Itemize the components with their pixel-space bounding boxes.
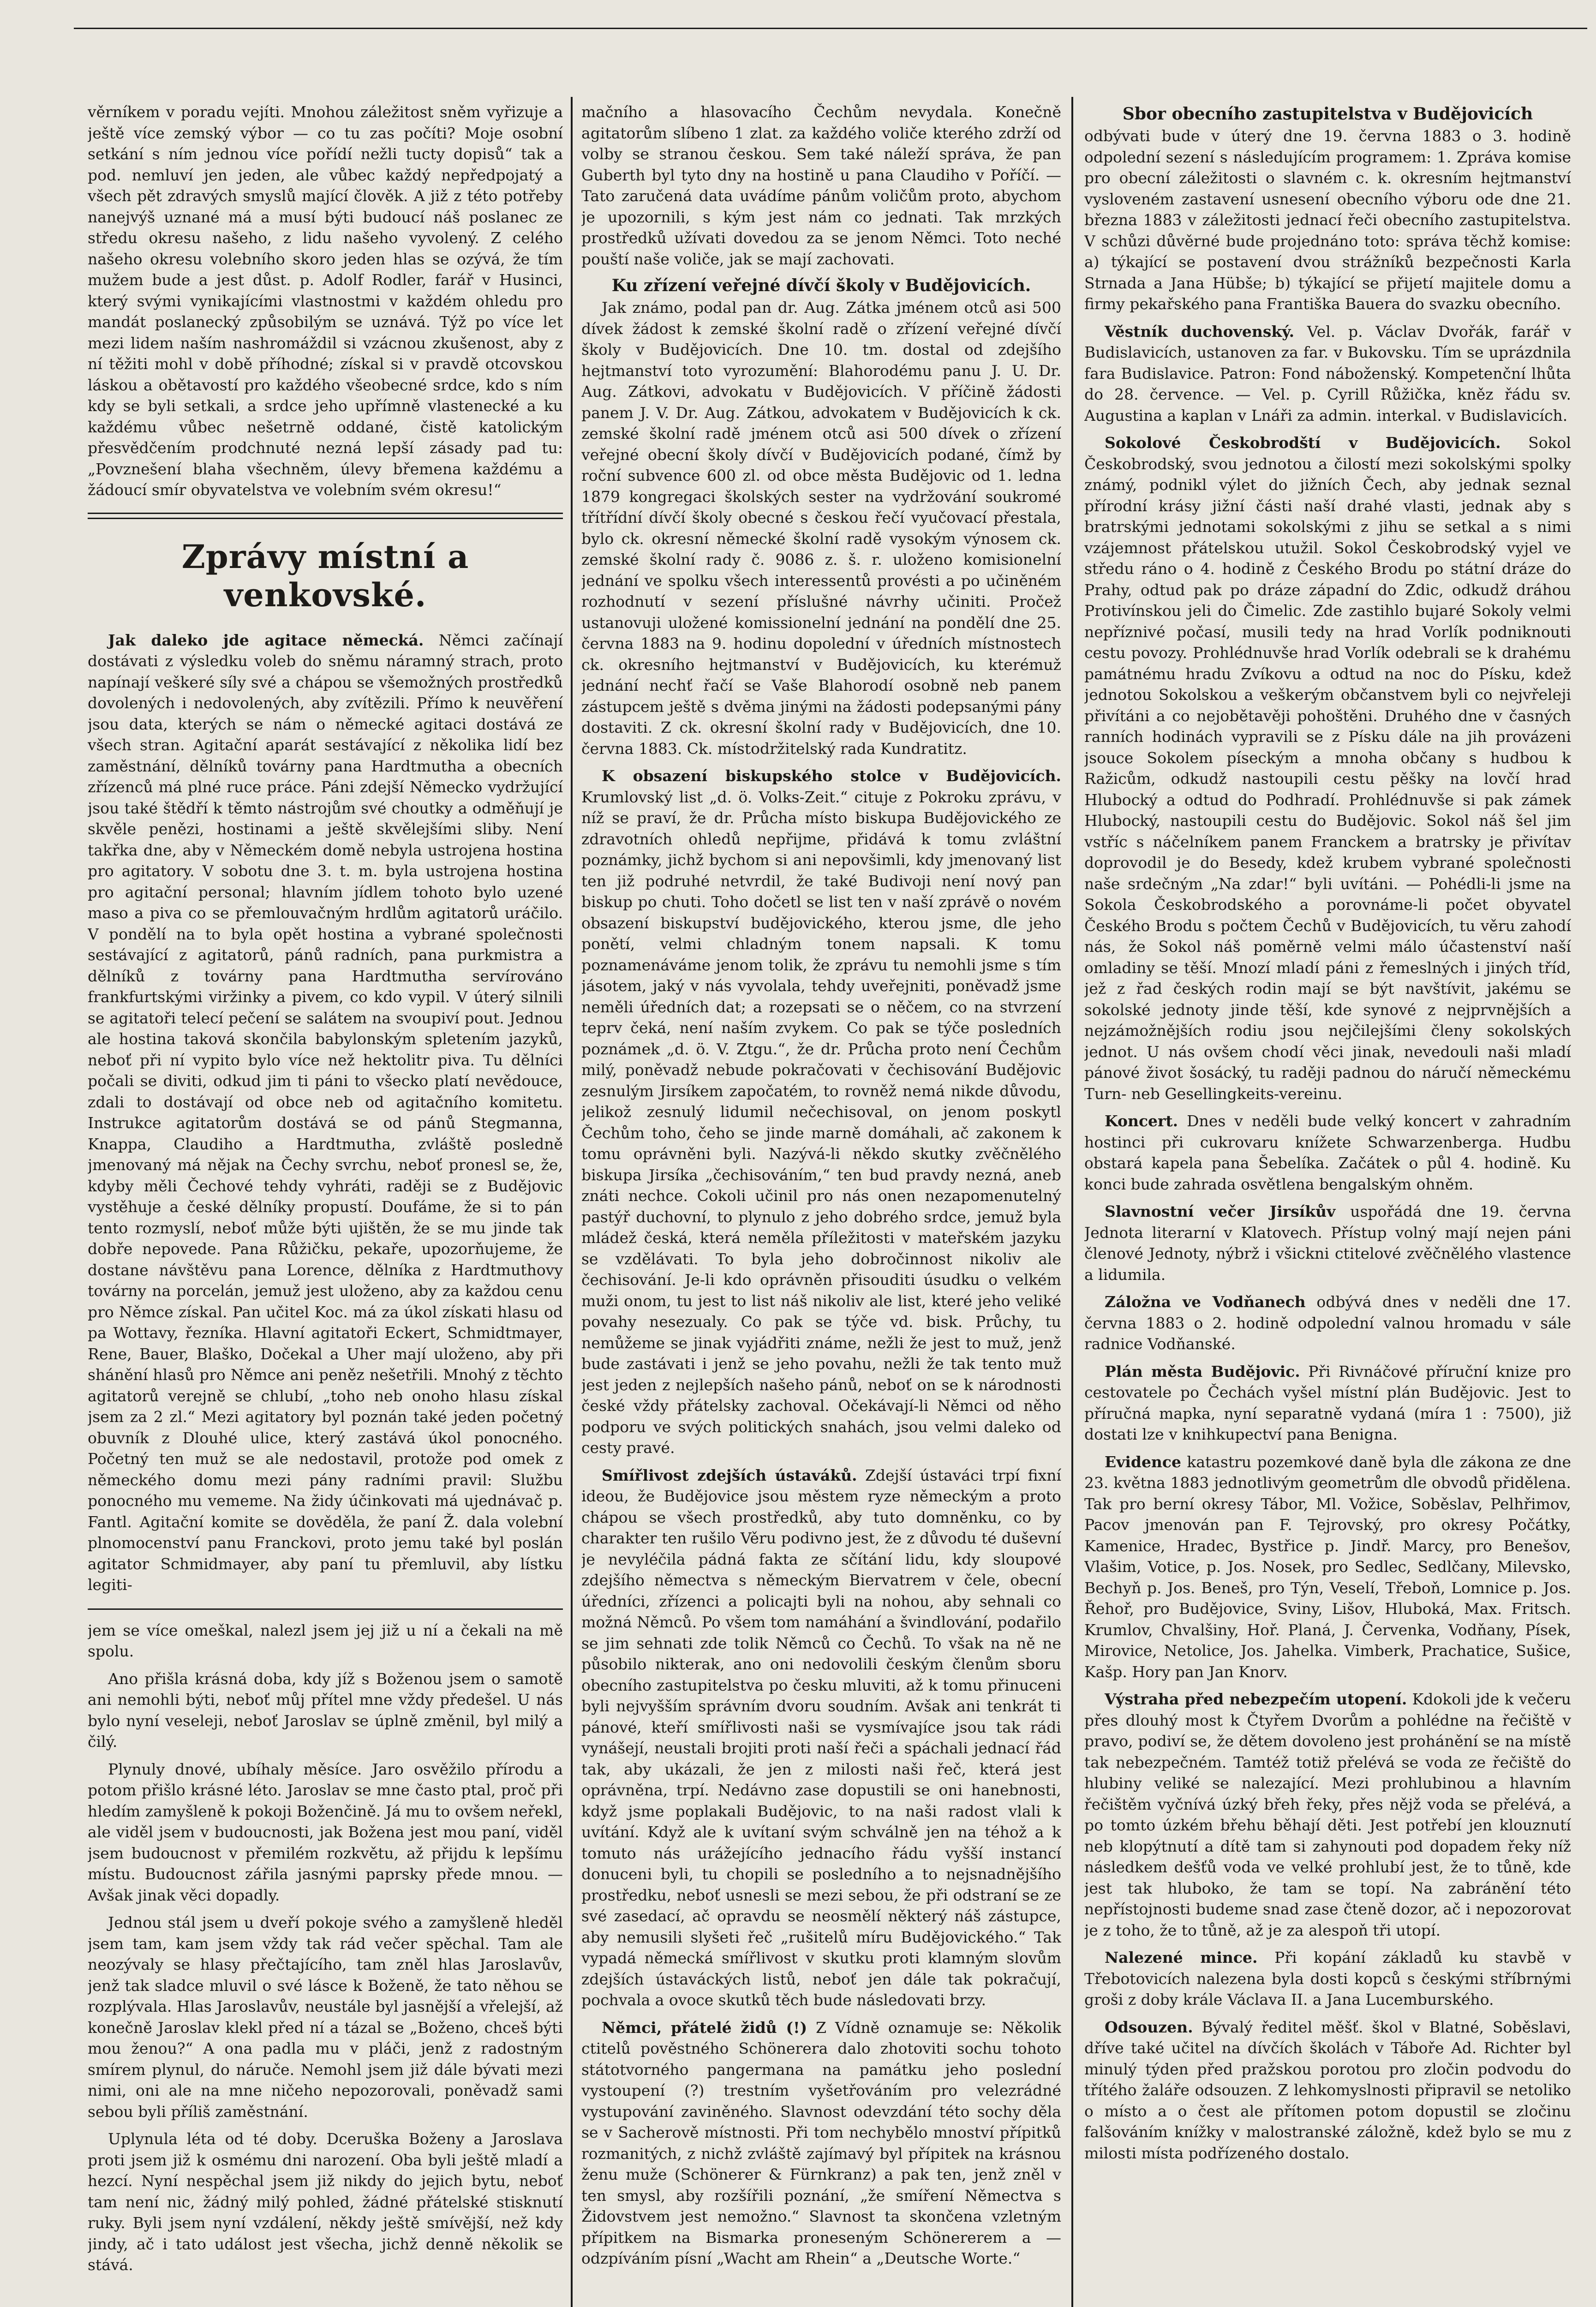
article-body: katastru pozemkové daně byla dle zákona ze dne 23. května 1883 jednotlivým geometrům dle obvodů přidělena. Tak pro berní okresy Tábor, Ml. Vožice, Soběslav, Pelhřimov, Pacov jmenován pan F. Tejrovský, pro okresy Počátky, Kamenice, Hradec, Bystřice p. Jindř. Marcy, pro Benešov, Vlašim, Votice, p. Jos. Nosek, pro Sedlec, Sedlčany, Milevsko, Bechyň p. Jos. Beneš, pro Týn, Veselí, Třeboň, Lomnice p. Jos. Řehoř, pro Budějovice, Sviny, Lišov, Hluboká, Max. Fritsch. Krumlov, Chvalšiny, Hoř. Planá, J. Červenka, Vodňany, Písek, Mirovice, Netolice, Jos. Jahelka. Vimberk, Prachatice, Sušice, Kašp. Hory pan Jan Knorv.: [1084, 1452, 1571, 1681]
article-body: uspořádá dne 19. června Jednota literarní v Klatovech. Přístup volný mají nejen páni členové Jednoty, nýbrž i všickni ctitelové zvěčnělého vlastence a lidumila.: [1084, 1202, 1571, 1284]
column-1: [88, 102, 563, 2307]
article-lead: Odsouzen.: [1105, 2018, 1193, 2036]
article-mince: [1084, 1947, 1571, 2010]
article-lead: Němci, přátelé židů (!): [602, 2018, 807, 2037]
article-lead: Nalezené mince.: [1105, 1948, 1258, 1966]
article-zalozna: [1084, 1291, 1571, 1355]
feuilleton-paragraph: jem se více omeškal, nalezl jsem jej již u ní a čekali na mě spolu.: [88, 1621, 563, 1660]
top-edge-line: [74, 28, 1587, 29]
article-lead: Sokolové Českobrodští v Budějovicích.: [1105, 434, 1501, 452]
article-body: Z Vídně oznamuje se: Několik ctitelů pověstného Schönerera dalo zhotoviti sochu tohoto státotvorného pangermana na památku jeho poslední vystoupení (?) trestním vyšetřováním pro velezrádné vystupování zaviněného. Slavnost odevzdání této sochy děla se v Sacherově místnosti. Při tom nechybělo mnoství přípitků rozmanitých, z nichž zvláště zajímavý byl přípitek na krásnou ženu muže (Schönerer & Fürnkranz) a pak ten, jenž zněl v ten smysl, aby rozšířili poznání, „že smíření Němectva s Židovstvem jest nemožno.“ Slavnost ta skončena vzletným přípitkem na Bismarka proneseným Schönererem a — odzpíváním písní „Wacht am Rhein“ a „Deutsche Worte.“: [581, 2018, 1061, 2267]
article-lead: Jak daleko jde agitace německá.: [108, 631, 424, 649]
article-continuation: věrníkem v poradu vejíti. Mnohou záležitost sněm vyřizuje a ještě více zemský výbor — co tu zas počíti? Moje osobní setkání s ním jednou více pořídí nežli tucty dopisů“ tak a pod. nemluví jen jeden, ale vůbec každý nepředpojatý a všech pět zdravých smyslů mající člověk. A již z této potřeby nanejvýš uznané má a musí býti budoucí náš poslanec ze středu okresu našeho, z lidu našeho vyvolený. Z celého našeho okresu volebního skoro jeden hlas se ozývá, že tím mužem bude a jest důst. p. Adolf Rodler, farář v Husinci, který svými vynikajícími vlastnostmi v každém ohledu pro mandát poslanecký způsobilým se uznává. Týž po více let mezi lidem naším nashromáždil si vzácnou zkušenost, aby z ní těžiti mohl v době příhodné; získal si v pravdě otcovskou láskou a obětavostí pro každého všeobecné srdce, kdo s ním kdy se byli setkali, a srdce jeho upřímně vlastenecké a ku každému vůbec nešetrně oddané, čistě katolickým přesvědčením prodchnuté nezná lepší zásady pad tu: „Povznešení blaha všechněm, úlevy břemena každému a žádoucí smír obyvatelstva ve volebním svém okresu!“: [88, 103, 563, 499]
article-heading: Sbor obecního zastupitelstva v Budějovicích: [1122, 104, 1533, 124]
article-lead: Záložna ve Vodňanech: [1105, 1293, 1306, 1311]
feuilleton-paragraph: Uplynula léta od té doby. Dceruška Boženy a Jaroslava proti jsem již k osmému dni narození. Oba byli ještě mladí a hezcí. Nyní nespěchal jsem již nikdy do jejich bytu, neboť tam není nic, žádný milý pohled, žádné přátelské stisknutí ruky. Byli jsem nyní vzdálení, někdy ještě smívější, než kdy jindy, ač i tato událost jest všecha, jichž denně několik se stává.: [88, 2130, 563, 2274]
section-heading: Zprávy místní a venkovské.: [181, 537, 469, 614]
article-sbor: odbývati bude v úterý dne 19. června 1883 o 3. hodině odpolední sezení s následujícím programem: 1. Zpráva komise pro obecní záležitosti o slavném c. k. okresním hejtmanství vysloveném zastavení usnesení obecního výboru ode dne 21. března 1883 v záležitosti jednací řeči obecního zastupitelstva. V schůzi důvěrné bude projednáno toto: správa těchž komise: a) týkající se postavení dvou strážníků bezpečnosti Karla Strnada a Jana Hübše; b) týkající se přijetí majitele domu a firmy pekařského pana Františka Bauera do svazku obecního.: [1084, 127, 1571, 313]
article-lead: Smířlivost zdejších ústaváků.: [602, 1466, 857, 1484]
section-divider: [88, 513, 563, 519]
article-smirlivost: [581, 1465, 1061, 2011]
column-rule-right: [1071, 97, 1073, 2307]
article-lead: Věstník duchovenský.: [1105, 322, 1295, 341]
article-lead: Výstraha před nebezpečím utopení.: [1105, 1690, 1407, 1708]
article-continuation: mačního a hlasovacího Čechům nevydala. Konečně agitatorům slíbeno 1 zlat. za každého voliče kterého zdrží od volby se stranou českou. Sem také náleží správa, že pan Guberth byl tyto dny na hostině u pana Claudiho v Poříčí. — Tato zaručená data uvádíme pánům voličům proto, abychom je upozornili, s kým jest nám co jednati. Tak mrzkých prostředků užívati dovedou za se jenom Němci. Toto neché pouští naše voliče, jak se mají zachovati.: [581, 103, 1061, 268]
feuilleton: [88, 1620, 563, 2276]
article-vestnik: [1084, 321, 1571, 426]
article-koncert: [1084, 1111, 1571, 1195]
column-2: [581, 102, 1061, 2307]
article-skola: Jak známo, podal pan dr. Aug. Zátka jménem otců asi 500 dívek žádost k zemské školní radě o zřízení veřejné dívčí školy v Budějovicích. Dne 10. tm. dostal od zdejšího hejtmanství toto vyrozumění: Blahorodému panu J. U. Dr. Aug. Zátkovi, advokatu v Budějovicích. V příčině žádosti panem J. V. Dr. Aug. Zátkou, advokatem v Budějovicích k ck. zemské školní radě jménem otců asi 500 dívek o zřízení veřejné obecní školy dívčí v Budějovicích podané, čímž by roční subvence 600 zl. od obce města Budějovic od 1. ledna 1879 kongregaci školských sester na vydržování soukromé třítřídní dívčí školy obecné s českou řečí vyučovací přestala, bylo ck. okresní německé školní radě vysokým výnosem ck. zemské školní rady č. 9086 z. š. r. uloženo komisionelní jednání ve spolku všech interessentů provésti a po učiněném rozhodnutí v sezení příslušné návrhy učiniti. Pročež ustanovuji uložené komissionelní jednání na pondělí dne 25. června 1883 na 9. hodinu dopolední v úředních místnostech ck. okresního hejtmanství v Budějovicích, ku kterémuž jednání nechť řačí se Vaše Blahorodí osobně neb panem zástupcem ještě s dvěma jinými na žádosti podepsanými pány dostaviti. Z ck. okresní školní rady v Budějovicích, dne 10. června 1883. Ck. místodržitelský rada Kundratitz.: [581, 299, 1061, 758]
article-lead: K obsazení biskupského stolce v Budějovicích.: [602, 767, 1061, 785]
article-body: Němci začínají dostávati z výsledku voleb do sněmu náramný strach, proto napínají veškeré síly své a chápou se všemožných prostředků dovolených i nedovolených, aby zvítězili. Přímo k neuvěření jsou data, kterých se nám o německé agitaci dostává ze všech stran. Agitační aparát sestávající z několika lidí bez zaměstnání, dělníků továrny pana Hardtmutha a obecních zřízenců má plné ruce práce. Páni zdejší Německo vydržující jsou také štědří k těmto nástrojům své choutky a odměňují je skvěle penězi, hostinami a ještě skvělejšími sliby. Není takřka dne, aby v Německém domě nebyla ustrojena hostina pro agitatory. V sobotu dne 3. t. m. byla ustrojena hostina pro agitační personal; hlavním jídlem tohoto bylo uzené maso a piva co se přemlouvačným hrdlům agitatorů uráčilo. V pondělí na to byla opět hostina a vybrané společnosti sestávající z agitatorů, pánů radních, pana purkmistra a dělníků z továrny pana Hardtmutha servírováno frankfurtskými viržinky a pivem, co kdo vypil. V úterý silnili se agitatoři telecí pečení se salátem na svoupiví pout. Jednou ale hostina taková skončila babylonským spletením jazyků, neboť při ní vypito bylo více než hektolitr piva. Tu dělníci počali se diviti, odkud jim ti páni to všecko platí nevědouce, zdali to dostávají od obce neb od agitačního komitetu. Instrukce agitatorům dostává se od pánů Stegmanna, Knappa, Claudiho a Hardtmutha, zvláště posledně jmenovaný má nějak na Čechy svrchu, neboť pronesl se, že, kdyby měli Čechové tehdy vyhráti, raději se z Budějovic vystěhuje a české dělníky propustí. Doufáme, že si to pán tento rozmyslí, neboť může býti ujištěn, že se mu jinde tak dobře nepovede. Pana Růžičku, pekaře, upozorňujeme, že dostane návštěvu pana Lorence, dělníka z Hardtmuthovy továrny na porcelán, jemuž jest uloženo, aby za každou cenu pro Němce získal. Pan učitel Koc. má za úkol získati hlasu od pa Wottavy, řezníka. Hlavní agitatoři Eckert, Schmidtmayer, Rene, Bauer, Blaško, Dočekal a Uher mají uloženo, aby při shánění hlasů pro Němce ani peněz nešetřili. Mnohý z těchto agitatorů verejně se chlubí, „toho neb onoho hlasu získal jsem za 2 zl.“ Mezi agitatory byl poznán také jeden početný obuvník z Dlouhé ulice, který zastává úkol ponocného. Početný ten muž se ale nedostavil, protože pod omek z německého domu mezi pány radními pravil: Službu ponocného mu vememe. Na židy účinkovati má ujednávač p. Fantl. Agitační komite se dověděla, že paní Ž. dala volební plnomocenství panu Franckovi, proto jemu také byl poslán agitator Schmidmayer, aby paní tu přemluvil, aby lístku legiti-: [88, 631, 563, 1594]
column-3: [1084, 102, 1571, 2307]
article-body: Při Rivnáčové příruční knize pro cestovatele po Čechách vyšel místní plán Budějovic. Jest to příručná mapka, nyní separatně vydaná (míra 1 : 7500), již dostati lze v knihkupectví pana Benigna.: [1084, 1362, 1571, 1443]
article-evidence: [1084, 1452, 1571, 1683]
article-body: Bývalý ředitel měšť. škol v Blatné, Soběslavi, dříve také učitel na dívčích školách v Táboře Ad. Richter byl minulý týden před pražskou porotou pro zločin podvodu do třítého žaláře odsouzen. Z lehkomyslnosti připravil se netoliko o místo a o čest ale přítomen potom dopustil se zločinu falšováním knížky v malostranské záložně, kdež bylo se mu z milosti místa podřízeného dostalo.: [1084, 2018, 1571, 2162]
article-body: Dnes v neděli bude velký koncert v zahradním hostinci při cukrovaru knížete Schwarzenberga. Hudbu obstará kapela pana Šebelíka. Začátek o půl 4. hodině. Ku konci bude zahrada osvětlena bengalským ohněm.: [1084, 1112, 1571, 1193]
feuilleton-paragraph: Ano přišla krásná doba, kdy jíž s Boženou jsem o samotě ani nemohli býti, neboť můj přítel mne vždy předešel. U nás bylo nyní veseleji, neboť Jaroslav se úplně změnil, byl milý a čilý.: [88, 1669, 563, 1751]
article-agitace: [88, 630, 563, 1596]
feuilleton-divider: [88, 1608, 563, 1610]
feuilleton-paragraph: Plynuly dnové, ubíhaly měsíce. Jaro osvěžilo přírodu a potom přišlo krásné léto. Jaroslav se mne často ptal, proč při hledím zamyšleně k pokoji Boženčině. Já mu to ovšem neřekl, ale viděl jsem v budoucnosti, jak Božena jest mou paní, viděl jsem budoucnost v přemilém rozkvětu, až přijdu k lepšímu místu. Budoucnost zářila jasnými paprsky přede mnou. — Avšak jinak věci dopadly.: [88, 1760, 563, 1904]
article-body: Zdejší ústaváci trpí fixní ideou, že Budějovice jsou městem ryze německým a proto chápou se všech prostředků, aby tuto domněnku, co by charakter ten rušilo Věru podivno jest, že z důvodu té duševní je nevyléčila pádná fakta ze sčítání lidu, kdy sloupové zdejšího němectva s německým Biervatrem v čele, obecní úředníci, zřízenci a policajti byli na nohou, aby sehnali co možná Němců. Po všem tom namáhání a švindlování, podařilo se jim sehnati zde tolik Němců co Čechů. To však na ně ne působilo nikterak, ano oni nedovolili českým členům sboru obecního zastupitelstva po česku mluviti, až k tomu přinuceni byli nejvyšším správním dvoru soudním. Avšak ani tenkrát ti pánové, kteří smířlivosti naši se vysmívajíce jsou tak rádi vynášejí, neustali brojiti proti naší řeči a spáchali jednací řád tak, aby ukázali, že jen z milosti naši řeč, která jest oprávněna, trpí. Nedávno zase dopustili se oni hanebnosti, když jsme poplakali Budějovic, to na naši radost vlali k uvítání. Když ale k uvítaní svým schválně jen na téhož a k tomuto nás urážejícího jednacího řádu vyšší instancí donuceni byli, tu chopili se posledního a to nejsnadnějšího prostředku, neboť usnesli se mezi sebou, že při odstraní se ze své zasedací, ač opravdu se neosmělí některý náš zástupce, aby nemusili slyšeti řeč „rušitelů míru Budějovického.“ Tak vypadá německá smířlivost v skutku proti klamným slovům zdejších ústaváckých listů, neboť jen dále tak pokračují, pochvala a ovoce skutků těch bude následovati brzy.: [581, 1466, 1061, 2009]
article-heading: Ku zřízení veřejné dívčí školy v Budějovicích.: [611, 276, 1031, 295]
feuilleton-paragraph: Jednou stál jsem u dveří pokoje svého a zamyšleně hleděl jsem tam, kam jsem vždy tak rád večer spěchal. Tam ale neozývaly se hlasy přečtajícího, tam zněl hlas Jaroslavův, jenž tak sladce mluvil o své lásce k Boženě, že tato něhou se rozplývala. Hlas Jaroslavův, neustále byl jasnější a vřelejší, až konečně Jaroslav klekl před ní a tázal se „Boženo, chceš býti mou ženou?“ A ona padla mu v pláči, jenž z radostným smírem plynul, do náruče. Nemohl jsem již dále bývati mezi nimi, oni ale na mne ničeho nepozorovali, poněvadž sami sebou byli příliš zaměstnání.: [88, 1913, 563, 2121]
article-body: Kdokoli jde k večeru přes dlouhý most k Čtyřem Dvorům a pohlédne na řečiště v pravo, podiví se, že dětem dovoleno jest prohánění se na místě tak nebezpečném. Tamtéž totiž přelévá se voda ze řečiště do hlubiny veliké se nalezající. Mezi prohlubinou a hlavním řečištěm vyčnívá úzký břeh řeky, přes nějž voda se přelévá, a po tomto úzkém břehu běhají děti. Jest potřebí jen klouznutí neb klopýtnutí a dítě tam si zahynouti pod dopadem řeky níž následkem dešťů voda ve velké prohlubí jest, že to tůně, kde jest tak hluboko, že tam se topí. Na zabránění této nepřístojnosti budeme snad zase čteně dozor, ač i nepozorovat je z toho, že to tůně, až je za alespoň tři utopí.: [1084, 1690, 1571, 1939]
article-jirsik: [1084, 1201, 1571, 1285]
article-body: Sokol Českobrodský, svou jednotou a čilostí mezi sokolskými spolky známý, podnikl výlet do jižních Čech, aby jednak seznal přírodní krásy jižní části naší drahé vlasti, jednak aby s bratrskými jednotami sokolskými z jihu se setkal a s nimi vzájemnost přátelskou utužil. Sokol Českobrodský vyjel ve středu ráno o 4. hodině z Českého Brodu po státní dráze do Prahy, odtud pak po dráze západní do Zdic, odkudž dráhou Protivínskou jeli do Čimelic. Zde zastihlo bujaré Sokoly velmi nepříznivé počasí, musili tedy na hrad Vorlík podniknouti cestu povozy. Prohlédnuvše hrad Vorlík odebrali se k drahému památnému hradu Zvíkovu a odtud na noc do Písku, kdež jednotou Sokolskou a veškerým občanstvem byli co nejvřeleji přivítáni a co nejobětavěji pohoštěni. Druhého dne v časných ranních hodinách vypravili se z Písku dále na jih provázeni jsouce Sokolem píseckým a mnoha občany s hudbou k Ražicům, odkudž nastoupili cestu pěšky na lovčí hrad Hlubocký a odtud do Podhradí. Prohlédnuvše si pak zámek Hlubocký, nastoupili cestu do Budějovic. Sokol náš šel jim vstříc s náčelníkem panem Franckem a bratrsky je přivítav doprovodil je do Besedy, kdež krubem vybrané společnosti naše srdečným „Na zdar!“ byli uvítáni. — Pohédli-li jsme na Sokola Českobrodského a porovnáme-li počet obyvatel Českého Brodu s počtem Čechů v Budějovicích, tu věru zahodí nás, že Sokol náš poměrně velmi málo účastenství naší omladiny se těší. Mnozí mladí páni z řemeslných i jiných tříd, jež z řad českých rodin mají se být navštívit, jakému se sokolské jednoty jinde těší, kde synové z nejprvnějších a nejzámožnějších rodiu jsou nejčilejšími členy sokolských jednot. U nás ovšem chodí věci jinak, nevedouli naši mladí pánové život šosácký, tu raději padnou do náručí německému Turn- neb Gesellingkeits-vereinu.: [1084, 434, 1571, 1103]
article-lead: Koncert.: [1105, 1112, 1178, 1130]
article-body: Krumlovský list „d. ö. Volks-Zeit.“ cituje z Pokroku zprávu, v níž se praví, že dr. Průcha místo biskupa Budějovického ze zdravotních ohledů nepřijme, přidává k tomu zvláštní poznámky, jichž bychom si ani nepovšimli, kdy jmenovaný list ten již podruhé netvrdil, že také Budivoji není nový pan biskup po chuti. Toho dočetl se list ten v naší zprávě o novém obsazení biskupství budějovického, kterou jsme, dle jeho ponětí, velmi chladným tonem napsali. K tomu poznamenáváme jenom tolik, že zprávu tu nemohli jsme s tím jásotem, jaký v nás vyvolala, tehdy uveřejniti, poněvadž jsme neměli úředních dat; a rozepsati se o něčem, co na stvrzení teprv čeká, není naším zvykem. Co pak se týče posledních poznámek „d. ö. V. Ztgu.“, že dr. Průcha proto není Čechům milý, poněvadž nebude pokračovati v čechisování Budějovic zesnulým Jirsíkem započatém, to rovněž nemá nikde důvodu, jelikož zesnulý lidumil nečechisoval, on jenom poskytl Čechům toho, čeho se jinde marně domáhali, ač zakonem k tomu oprávněni byli. Nazývá-li někdo skutky zvěčnělého biskupa Jirsíka „čechisováním,“ ten bud pravdy nezná, aneb znáti nechce. Cokoli učinil pro nás onen nezapomenutelný pastýř duchovní, to plynulo z jeho dobrého srdce, jemuž byla mládež česká, která neměla příležitosti v mateřském jazyku se vzdělávati. To byla jeho dobročinnost nikoliv ale čechisování. Je-li kdo oprávněn přisouditi úsudku o velkém muži onom, tu jest to list náš nikoliv ale list, které jeho veliké povahy nesezualy. Co pak se týče vd. bisk. Průchy, tu nemůžeme se jinak vyjádřiti známe, nežli že jest to muž, jenž bude zastávati i jenž se jeho povahu, nežli že tak tento muž jest jeden z nejlepších našeho pánů, neboť on se k národnosti české vždy přátelsky zachoval. Očekávají-li Němci od něho podporu ve svých politických snahách, jsou velmi daleko od cesty pravé.: [581, 788, 1061, 1457]
article-lead: Evidence: [1105, 1452, 1182, 1471]
column-rule-left: [571, 97, 573, 2307]
article-stolce: [581, 765, 1061, 1458]
article-sokol: [1084, 432, 1571, 1104]
article-odsouzen: [1084, 2017, 1571, 2164]
article-zidu: [581, 2017, 1061, 2269]
article-vystraha: [1084, 1689, 1571, 1941]
article-body: Vel. p. Václav Dvořák, farář v Budislavicích, ustanoven za far. v Bukovsku. Tím se uprázdnila fara Budislavice. Patron: Fond náboženský. Kompetenční lhůta do 28. července. — Vel. p. Cyrill Růžička, kněz řádu sv. Augustina a kaplan v Lnáři za admin. interkal. v Budislavicích.: [1084, 322, 1571, 424]
article-body: odbývá dnes v neděli dne 17. června 1883 o 2. hodině odpolední valnou hromadu v sále radnice Vodňanské.: [1084, 1293, 1571, 1353]
article-body: Při kopání základů ku stavbě v Třebotovicích nalezena byla dosti kopců s českými stříbrnými groši z doby krále Václava II. a Jana Lucemburského.: [1084, 1948, 1571, 2008]
article-lead: Slavnostní večer Jirsíkův: [1105, 1202, 1336, 1220]
article-plan: [1084, 1361, 1571, 1445]
article-lead: Plán města Budějovic.: [1105, 1362, 1300, 1381]
